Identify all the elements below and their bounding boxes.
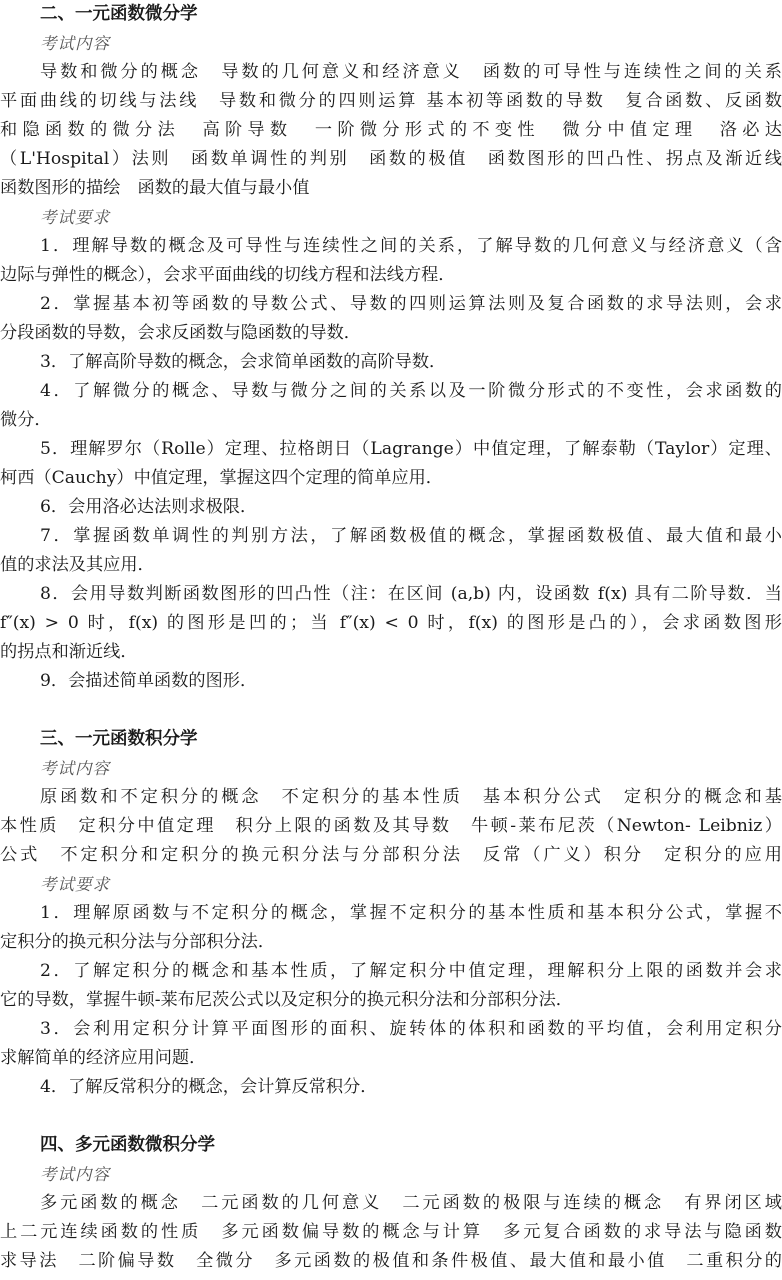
content-label: 考试内容 bbox=[40, 759, 110, 778]
requirement-line: 5．理解罗尔（Rolle）定理、拉格朗日（Lagrange）中值定理，了解泰勒（Taylor）定理、 bbox=[40, 439, 782, 459]
content-label: 考试内容 bbox=[40, 34, 110, 53]
content-label: 考试内容 bbox=[40, 1165, 110, 1184]
content-line: 函数图形的描绘 函数的最大值与最小值 bbox=[0, 178, 310, 198]
requirement-line: 柯西（Cauchy）中值定理，掌握这四个定理的简单应用． bbox=[0, 468, 443, 488]
content-line: （L'Hospital）法则 函数单调性的判别 函数的极值 函数图形的凹凸性、拐点及渐近线 bbox=[0, 149, 782, 169]
section-heading: 二、一元函数微分学 bbox=[40, 4, 198, 24]
requirement-line: 1．理解原函数与不定积分的概念，掌握不定积分的基本性质和基本积分公式，掌握不 bbox=[40, 903, 782, 923]
requirement-line: 4．了解微分的概念、导数与微分之间的关系以及一阶微分形式的不变性，会求函数的 bbox=[40, 381, 782, 401]
requirement-line: 微分． bbox=[0, 410, 52, 430]
requirement-line: 分段函数的导数，会求反函数与隐函数的导数． bbox=[0, 323, 361, 343]
requirement-line: 3．会利用定积分计算平面图形的面积、旋转体的体积和函数的平均值，会利用定积分 bbox=[40, 1019, 782, 1039]
requirement-line: 4．了解反常积分的概念，会计算反常积分． bbox=[40, 1077, 378, 1097]
content-line: 公式 不定积分和定积分的换元积分法与分部积分法 反常（广义）积分 定积分的应用 bbox=[0, 845, 782, 865]
requirement-label: 考试要求 bbox=[40, 208, 110, 227]
requirement-line: 7．掌握函数单调性的判别方法，了解函数极值的概念，掌握函数极值、最大值和最小 bbox=[40, 526, 782, 546]
section-heading: 四、多元函数微积分学 bbox=[40, 1135, 215, 1155]
content-line: 多元函数的概念 二元函数的几何意义 二元函数的极限与连续的概念 有界闭区域 bbox=[40, 1193, 782, 1213]
requirement-line: 它的导数，掌握牛顿-莱布尼茨公式以及定积分的换元积分法和分部积分法． bbox=[0, 990, 573, 1010]
content-line: 上二元连续函数的性质 多元函数偏导数的概念与计算 多元复合函数的求导法与隐函数 bbox=[0, 1222, 782, 1242]
content-line: 求导法 二阶偏导数 全微分 多元函数的极值和条件极值、最大值和最小值 二重积分的 bbox=[0, 1251, 782, 1271]
requirement-label: 考试要求 bbox=[40, 875, 110, 894]
requirement-line: 1．理解导数的概念及可导性与连续性之间的关系，了解导数的几何意义与经济意义（含 bbox=[40, 236, 782, 256]
requirement-line: f″(x) > 0 时，f(x) 的图形是凹的；当 f″(x) < 0 时，f(x) 的图形是凸的），会求函数图形 bbox=[0, 613, 782, 633]
content-line: 平面曲线的切线与法线 导数和微分的四则运算 基本初等函数的导数 复合函数、反函数 bbox=[0, 91, 782, 111]
requirement-line: 的拐点和渐近线． bbox=[0, 642, 138, 662]
requirement-line: 值的求法及其应用． bbox=[0, 555, 155, 575]
requirement-line: 2．掌握基本初等函数的导数公式、导数的四则运算法则及复合函数的求导法则，会求 bbox=[40, 294, 782, 314]
requirement-line: 8．会用导数判断函数图形的凹凸性（注：在区间 (a,b) 内，设函数 f(x) 具有二阶导数．当 bbox=[40, 584, 782, 604]
requirement-line: 9．会描述简单函数的图形． bbox=[40, 671, 258, 691]
content-line: 导数和微分的概念 导数的几何意义和经济意义 函数的可导性与连续性之间的关系 bbox=[40, 62, 782, 82]
requirement-line: 边际与弹性的概念），会求平面曲线的切线方程和法线方程． bbox=[0, 265, 456, 285]
content-line: 本性质 定积分中值定理 积分上限的函数及其导数 牛顿-莱布尼茨（Newton- Leibniz） bbox=[0, 816, 782, 836]
requirement-line: 定积分的换元积分法与分部积分法． bbox=[0, 932, 276, 952]
content-line: 和隐函数的微分法 高阶导数 一阶微分形式的不变性 微分中值定理 洛必达 bbox=[0, 120, 782, 140]
requirement-line: 3．了解高阶导数的概念，会求简单函数的高阶导数． bbox=[40, 352, 447, 372]
requirement-line: 求解简单的经济应用问题． bbox=[0, 1048, 207, 1068]
content-line: 原函数和不定积分的概念 不定积分的基本性质 基本积分公式 定积分的概念和基 bbox=[40, 787, 782, 807]
section-heading: 三、一元函数积分学 bbox=[40, 729, 198, 749]
requirement-line: 6．会用洛必达法则求极限． bbox=[40, 497, 258, 517]
requirement-line: 2．了解定积分的概念和基本性质，了解定积分中值定理，理解积分上限的函数并会求 bbox=[40, 961, 782, 981]
